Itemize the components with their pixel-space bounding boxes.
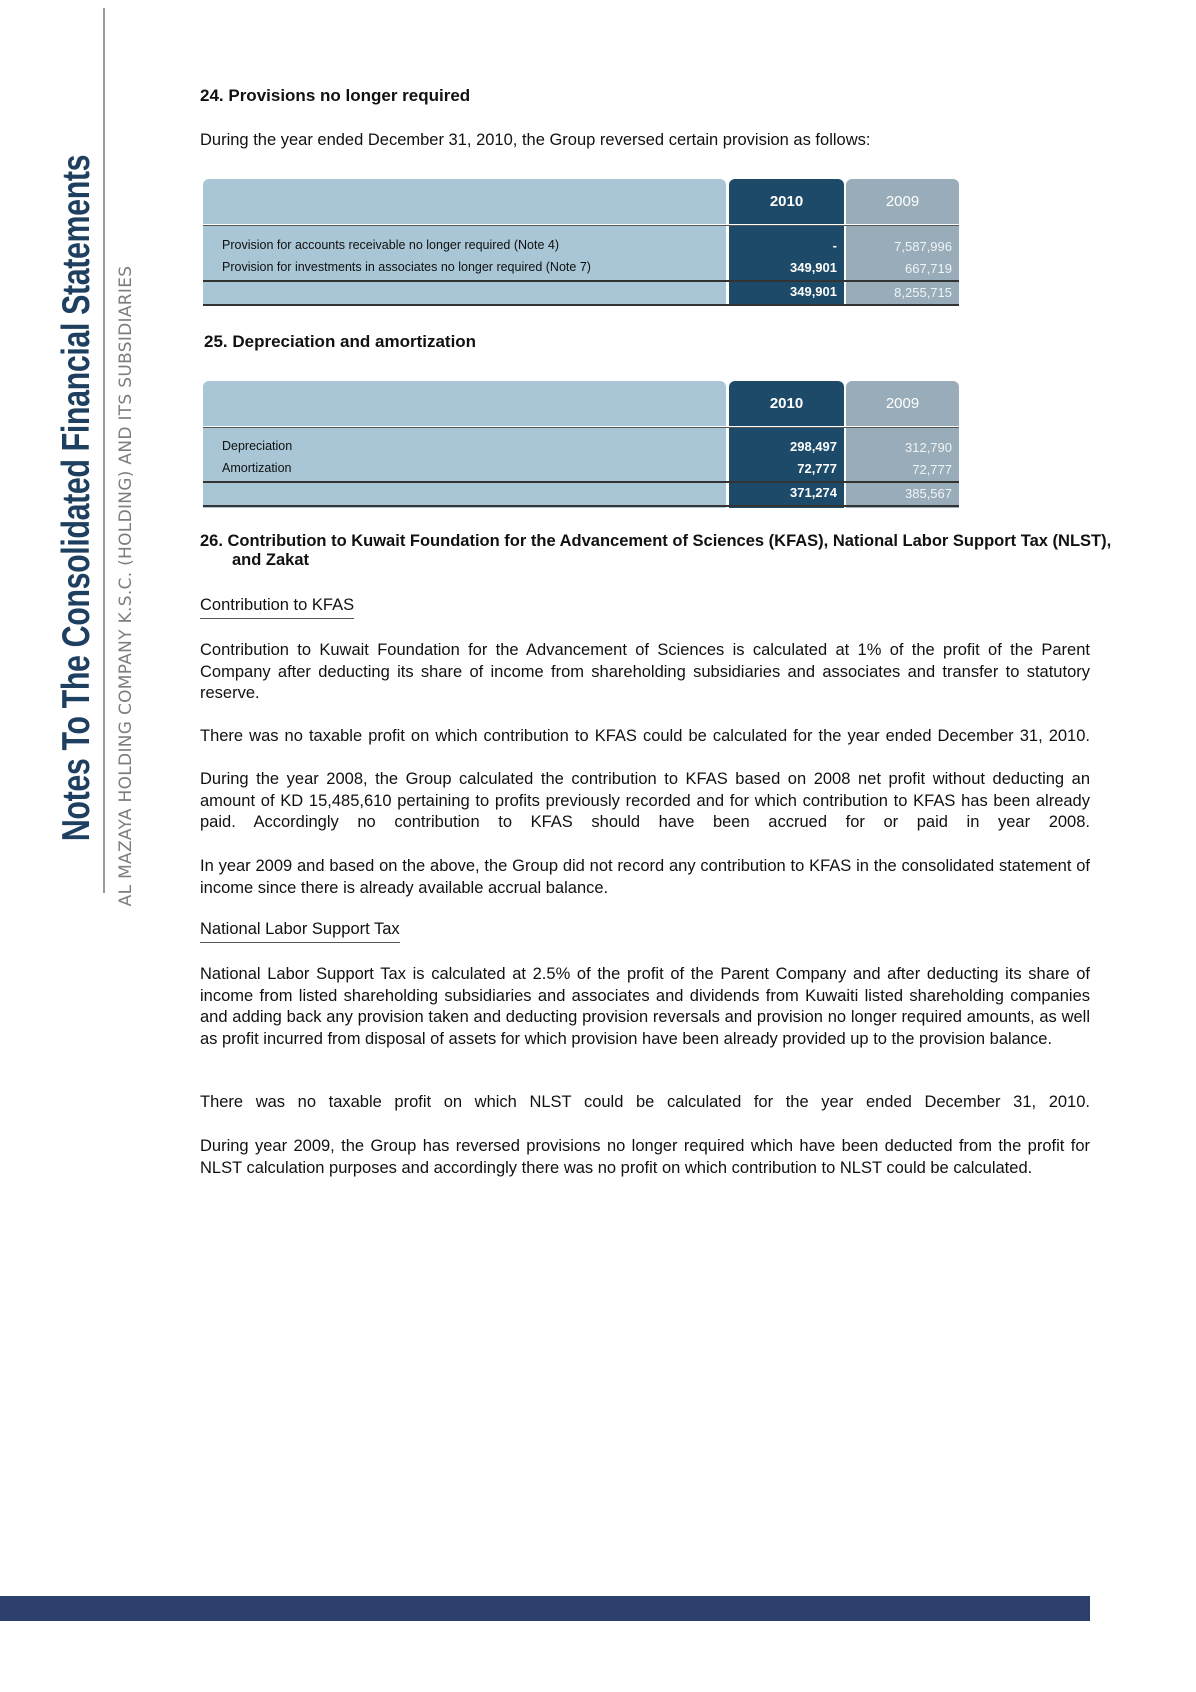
- note-26-heading-line-2: and Zakat: [232, 551, 310, 569]
- row-value-2009: 72,777: [912, 462, 952, 477]
- row-label: Depreciation: [222, 439, 293, 453]
- row-label: Provision for investments in associates no longer required (Note 7): [222, 260, 591, 274]
- kfas-paragraph-1: Contribution to Kuwait Foundation for the Advancement of Sciences is calculated at 1% of the profit of the Parent Company after deducting its share of income from shareholding subsidiaries and associates and transfer to statutory reserve.: [200, 641, 1090, 702]
- table-total-row: [203, 483, 959, 504]
- note-26-heading-line-1: 26. Contribution to Kuwait Foundation for the Advancement of Sciences (KFAS), National Labor Support Tax (NLST),: [200, 532, 1112, 550]
- kfas-paragraph-3: During the year 2008, the Group calculated the contribution to KFAS based on 2008 net profit without deducting an amount of KD 15,485,610 pertaining to profits previously recorded and for which contribution to KFAS has been already paid. Accordingly no contribution to KFAS should have been accrued for or paid in year 2008.: [200, 770, 1090, 831]
- sidebar-divider: [103, 8, 105, 893]
- depreciation-table: [203, 381, 959, 508]
- row-value-2009: 667,719: [905, 261, 952, 276]
- table-row: [203, 236, 959, 257]
- table-row: [203, 437, 959, 458]
- total-value-2010: 371,274: [790, 485, 837, 500]
- table-rule: [203, 304, 959, 306]
- total-value-2009: 8,255,715: [894, 285, 952, 300]
- table-total-row: [203, 282, 959, 303]
- nlst-subheading: National Labor Support Tax: [200, 920, 400, 943]
- table-row: [203, 258, 959, 279]
- row-value-2010: 349,901: [790, 260, 837, 275]
- total-value-2010: 349,901: [790, 284, 837, 299]
- kfas-subheading: Contribution to KFAS: [200, 596, 354, 619]
- nlst-paragraph-1: National Labor Support Tax is calculated at 2.5% of the profit of the Parent Company and after deducting its share of income from listed shareholding subsidiaries and associates and dividends from Kuwaiti listed shareholding companies and adding back any provision taken and deducting provision reversals and provision no longer required amounts, as well as profit incurred from disposal of assets for which provision have been already provided up to the provision balance.: [200, 965, 1090, 1048]
- nlst-paragraph-2: There was no taxable profit on which NLST could be calculated for the year ended December 31, 2010.: [200, 1093, 1090, 1111]
- table-body: [203, 225, 959, 306]
- note-24-intro: During the year ended December 31, 2010, the Group reversed certain provision as follows:: [200, 131, 871, 149]
- table-header-label-cell: [203, 381, 726, 426]
- table-header: [203, 381, 959, 426]
- row-value-2010: -: [832, 238, 837, 253]
- row-value-2009: 7,587,996: [894, 239, 952, 254]
- column-header-2009: 2009: [846, 179, 959, 224]
- table-body: [203, 427, 959, 508]
- row-label: Amortization: [222, 461, 292, 475]
- note-26-heading: [200, 532, 1112, 570]
- column-header-2009: 2009: [846, 381, 959, 426]
- table-header: [203, 179, 959, 224]
- table-row: [203, 459, 959, 480]
- table-rule: [203, 225, 959, 226]
- sidebar-company-name: AL MAZAYA HOLDING COMPANY K.S.C. (HOLDING) AND ITS SUBSIDIARIES: [116, 265, 136, 907]
- total-value-2009: 385,567: [905, 486, 952, 501]
- table-rule: [203, 505, 959, 507]
- kfas-paragraph-2: There was no taxable profit on which contribution to KFAS could be calculated for the year ended December 31, 2010.: [200, 727, 1090, 745]
- note-25-heading: 25. Depreciation and amortization: [204, 332, 477, 351]
- footer-bar: [0, 1596, 1090, 1621]
- row-value-2010: 298,497: [790, 439, 837, 454]
- sidebar-title: Notes To The Consolidated Financial Statements: [55, 154, 98, 842]
- row-value-2009: 312,790: [905, 440, 952, 455]
- column-header-2010: 2010: [729, 381, 844, 426]
- nlst-paragraph-3: During year 2009, the Group has reversed provisions no longer required which have been deducted from the profit for NLST calculation purposes and accordingly there was no profit on which contribution to NLST could be calculated.: [200, 1137, 1090, 1177]
- provisions-table: [203, 179, 959, 306]
- column-header-2010: 2010: [729, 179, 844, 224]
- note-24-heading: 24. Provisions no longer required: [200, 86, 471, 105]
- row-value-2010: 72,777: [797, 461, 837, 476]
- table-rule: [203, 427, 959, 428]
- table-header-label-cell: [203, 179, 726, 224]
- row-label: Provision for accounts receivable no longer required (Note 4): [222, 238, 559, 252]
- kfas-paragraph-4: In year 2009 and based on the above, the Group did not record any contribution to KFAS in the consolidated statement of income since there is already available accrual balance.: [200, 857, 1090, 897]
